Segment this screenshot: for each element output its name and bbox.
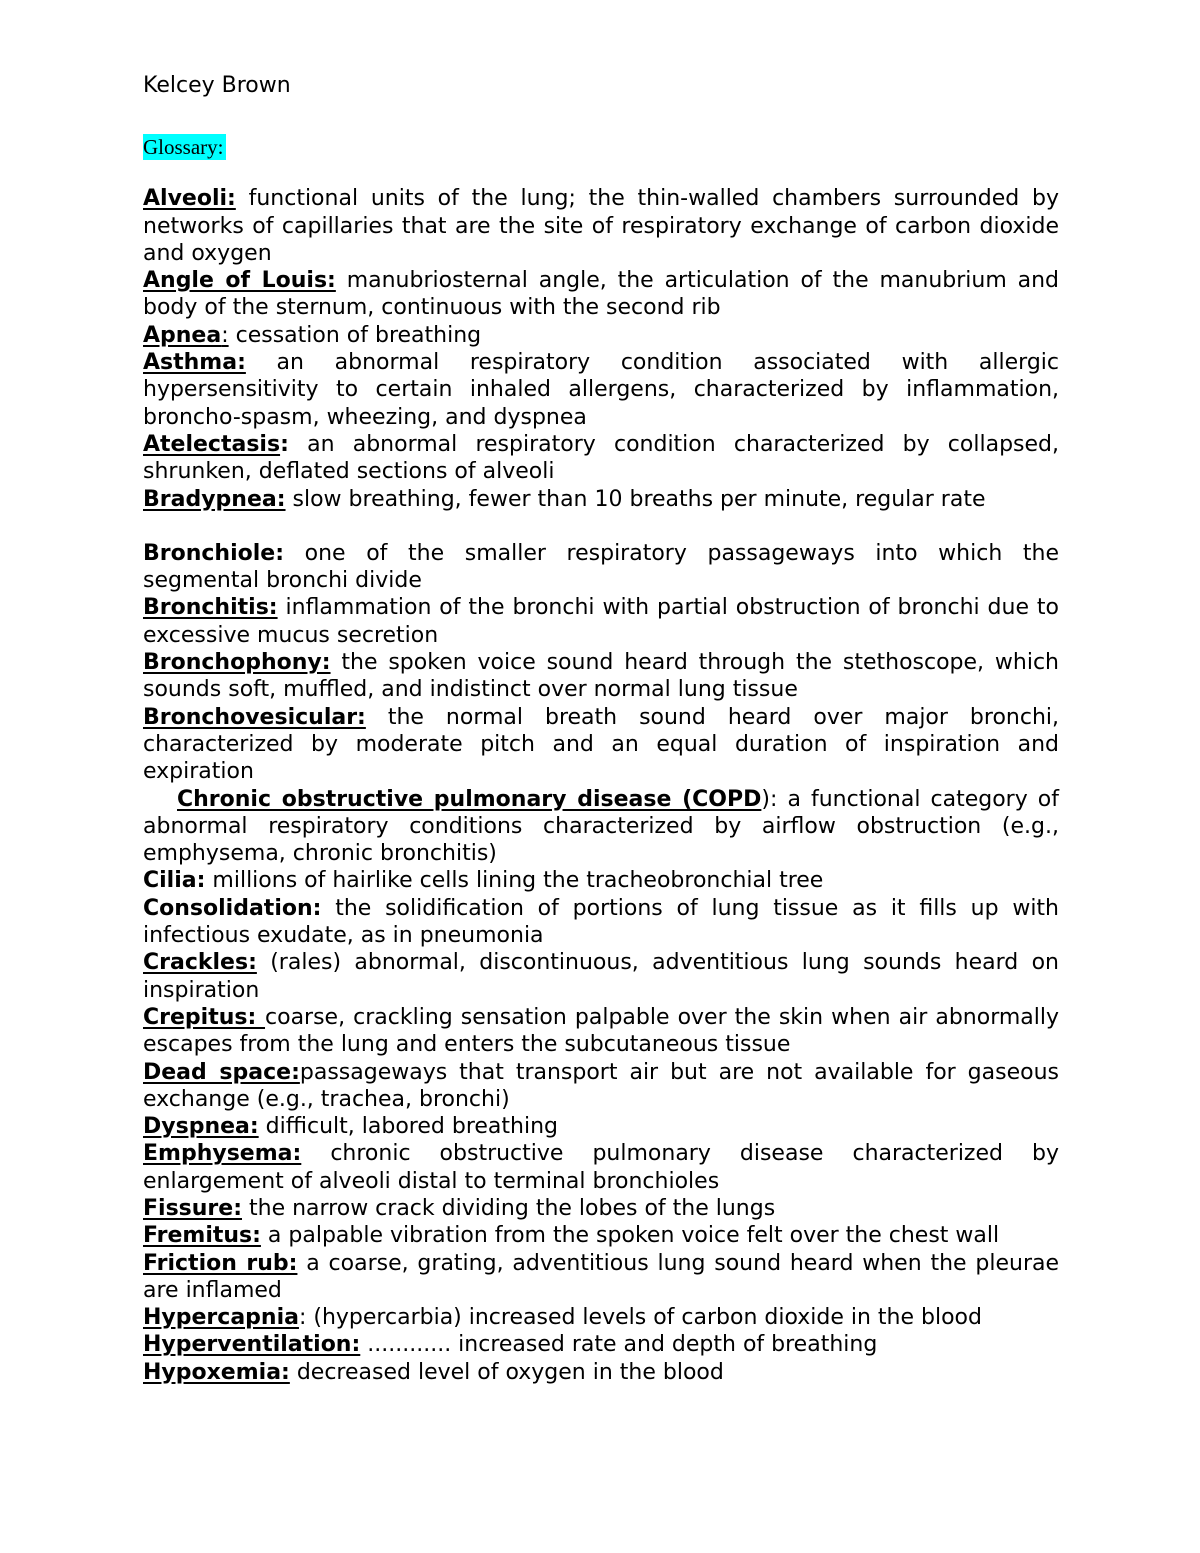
glossary-term: Bronchovesicular: [143,704,366,730]
glossary-definition: the solidification of portions of lung tissue as it fills up with infectious exudate, as in pneumonia [143,895,1059,949]
glossary-definition: inflammation of the bronchi with partial obstruction of bronchi due to excessive mucus secretion [143,595,1059,648]
glossary-definition: the spoken voice sound heard through the stethoscope, which sounds soft, muffled, and indistinct over normal lung tissue [143,650,1059,703]
glossary-term: Hyperventilation: [143,1332,361,1358]
glossary-term-tail: : [280,431,289,457]
glossary-entry-consolidation [143,895,1059,950]
glossary-entry-bronchitis [143,594,1059,649]
glossary-term: Crackles: [143,950,257,976]
glossary-definition: slow breathing, fewer than 10 breaths per minute, regular rate [285,486,986,512]
glossary-entry-hypercapnia [143,1304,1059,1331]
glossary-definition: (rales) abnormal, discontinuous, adventitious lung sounds heard on inspiration [143,950,1059,1003]
glossary-entry-dyspnea [143,1113,1059,1140]
glossary-definition: an abnormal respiratory condition characterized by collapsed, shrunken, deflated sections of alveoli [143,431,1059,485]
glossary-entry-bronchovesicular [143,704,1059,786]
glossary-entry-copd [143,786,1059,868]
glossary-definition: (hypercarbia) increased levels of carbon dioxide in the blood [306,1305,982,1331]
glossary-term-tail: : [221,322,229,348]
glossary-definition: a functional category of abnormal respiratory conditions characterized by airflow obstruction (e.g., emphysema, chronic bronchitis) [143,786,1059,867]
glossary-definition: cessation of breathing [228,322,482,348]
glossary-term: Chronic obstructive pulmonary disease (COPD [177,786,762,812]
glossary-definition: ............ increased rate and depth of breathing [360,1332,878,1358]
glossary-entry-hypoxemia [143,1359,1059,1386]
document-page [143,72,1059,1386]
glossary-definition: the narrow crack dividing the lobes of the lungs [242,1195,776,1221]
glossary-entry-apnea [143,322,1059,349]
glossary-entry-asthma [143,349,1059,431]
glossary-heading: Glossary: [143,135,224,160]
glossary-term: Emphysema: [143,1141,302,1167]
glossary-entry-dead-space [143,1059,1059,1114]
glossary-definition: passageways that transport air but are not available for gaseous exchange (e.g., trachea, bronchi) [143,1059,1059,1112]
author-name: Kelcey Brown [143,73,291,98]
glossary-term: Bradypnea: [143,486,286,512]
glossary-term: Friction rub: [143,1250,298,1276]
glossary-term: Atelectasis [143,431,281,457]
glossary-term-tail: : [298,1305,307,1331]
glossary-term: Crepitus: [143,1004,266,1030]
glossary-entry-hyperventilation [143,1331,1059,1358]
glossary-definition: one of the smaller respiratory passageways into which the segmental bronchi divide [143,540,1059,594]
glossary-term-tail: ): [761,786,778,812]
glossary-entry-fissure [143,1195,1059,1222]
glossary-definition: functional units of the lung; the thin-walled chambers surrounded by networks of capillaries that are the site of respiratory exchange of carbon dioxide and oxygen [143,186,1059,266]
glossary-term: Angle of Louis: [143,268,336,294]
glossary-entry-bradypnea [143,486,1059,513]
glossary-definition: manubriosternal angle, the articulation of the manubrium and body of the sternum, continuous with the second rib [143,268,1059,321]
glossary-definition: a palpable vibration from the spoken voice felt over the chest wall [260,1223,1000,1249]
glossary-term: Hypercapnia [143,1305,299,1331]
glossary-entry-atelectasis [143,431,1059,486]
glossary-entry-alveoli [143,185,1059,267]
glossary-term: Consolidation: [143,895,322,921]
glossary-definition: millions of hairlike cells lining the tracheobronchial tree [205,868,824,894]
glossary-entry-cilia [143,867,1059,894]
glossary-term: Bronchiole: [143,540,285,566]
glossary-definition: the normal breath sound heard over major bronchi, characterized by moderate pitch and an equal duration of inspiration and expiration [143,704,1059,785]
glossary-term: Dyspnea: [143,1114,259,1140]
glossary-definition: an abnormal respiratory condition associated with allergic hypersensitivity to certain inhaled allergens, characterized by inflammation, broncho-spasm, wheezing, and dyspnea [143,350,1059,430]
glossary-definition: a coarse, grating, adventitious lung sound heard when the pleurae are inflamed [143,1250,1060,1303]
glossary-term: Fissure: [143,1195,242,1221]
glossary-term: Asthma: [143,350,246,376]
glossary-heading-line [143,134,1059,161]
glossary-term: Hypoxemia: [143,1359,290,1385]
glossary-term: Dead space: [143,1059,300,1085]
glossary-term: Apnea [143,322,222,348]
glossary-entry-bronchiole [143,540,1059,595]
glossary-definition: decreased level of oxygen in the blood [289,1359,724,1385]
glossary-term: Fremitus: [143,1223,261,1249]
glossary-entry-angle-of-louis [143,267,1059,322]
glossary-entry-fremitus [143,1222,1059,1249]
glossary-term: Cilia: [143,868,206,894]
glossary-term: Alveoli: [143,186,236,212]
glossary-definition: coarse, crackling sensation palpable over the skin when air abnormally escapes from the lung and enters the subcutaneous tissue [143,1004,1060,1058]
glossary-definition: chronic obstructive pulmonary disease characterized by enlargement of alveoli distal to terminal bronchioles [143,1141,1059,1194]
glossary-entry-bronchophony [143,649,1059,704]
glossary-entry-crepitus [143,1004,1059,1059]
glossary-term: Bronchophony: [143,650,331,676]
glossary-entry-crackles [143,949,1059,1004]
glossary-entry-emphysema [143,1140,1059,1195]
glossary-entry-friction-rub [143,1250,1059,1305]
glossary-term: Bronchitis: [143,595,278,621]
glossary-definition: difficult, labored breathing [258,1114,558,1140]
